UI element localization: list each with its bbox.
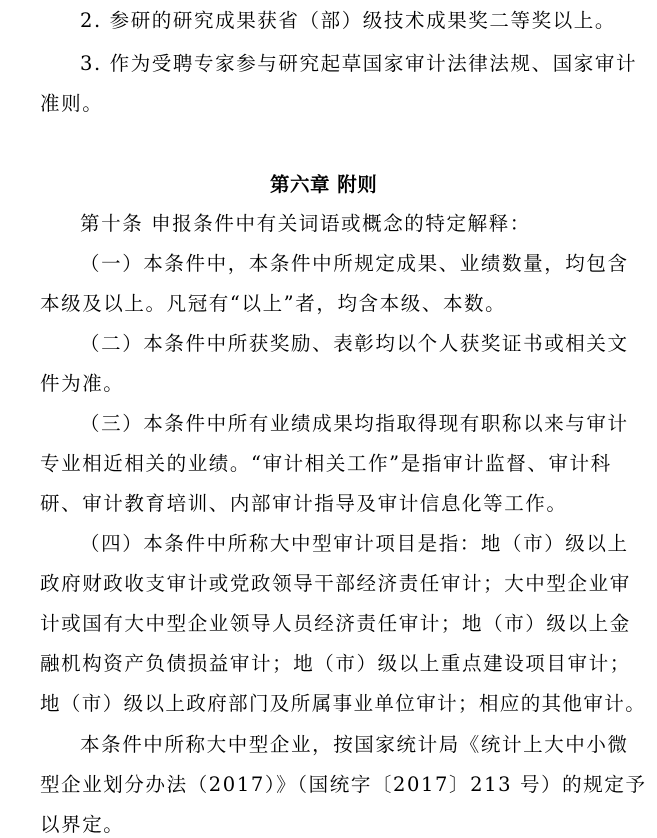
enterprise-note-line-3: 以界定。 — [40, 813, 125, 836]
clause-4-line-5: 地（市）级以上政府部门及所属事业单位审计；相应的其他审计。 — [40, 692, 647, 715]
clause-1-line-2: 本级及以上。凡冠有“以上”者，均含本级、本数。 — [40, 292, 507, 315]
enterprise-note-line-1: 本条件中所称大中型企业，按国家统计局《统计上大中小微 — [80, 733, 629, 756]
clause-4-line-4: 融机构资产负债损益审计；地（市）级以上重点建设项目审计； — [40, 652, 631, 675]
clause-3-line-1: （三）本条件中所有业绩成果均指取得现有职称以来与审计 — [80, 412, 629, 435]
item-3-text: 3. 作为受聘专家参与研究起草国家审计法律法规、国家审计 — [80, 52, 638, 75]
clause-3-line-2: 专业相近相关的业绩。“审计相关工作”是指审计监督、审计科 — [40, 452, 612, 475]
clause-2-line-2: 件为准。 — [40, 372, 125, 395]
clause-4-line-3: 计或国有大中型企业领导人员经济责任审计；地（市）级以上金 — [40, 612, 631, 635]
item-3-continuation: 准则。 — [40, 92, 104, 115]
clause-1-line-1: （一）本条件中，本条件中所规定成果、业绩数量，均包含 — [80, 252, 629, 275]
item-2-text: 2. 参研的研究成果获省（部）级技术成果奖二等奖以上。 — [80, 9, 617, 32]
enterprise-note-line-2: 型企业划分办法（2017）》（国统字〔2017〕213 号）的规定予 — [40, 773, 647, 796]
clause-4-line-2: 政府财政收支审计或党政领导干部经济责任审计；大中型企业审 — [40, 572, 631, 595]
clause-4-line-1: （四）本条件中所称大中型审计项目是指：地（市）级以上 — [80, 532, 629, 555]
clause-3-line-3: 研、审计教育培训、内部审计指导及审计信息化等工作。 — [40, 492, 568, 515]
clause-2-line-1: （二）本条件中所获奖励、表彰均以个人获奖证书或相关文 — [80, 332, 629, 355]
chapter-heading: 第六章 附则 — [270, 173, 378, 196]
article-10-intro: 第十条 申报条件中有关词语或概念的特定解释： — [80, 212, 531, 235]
